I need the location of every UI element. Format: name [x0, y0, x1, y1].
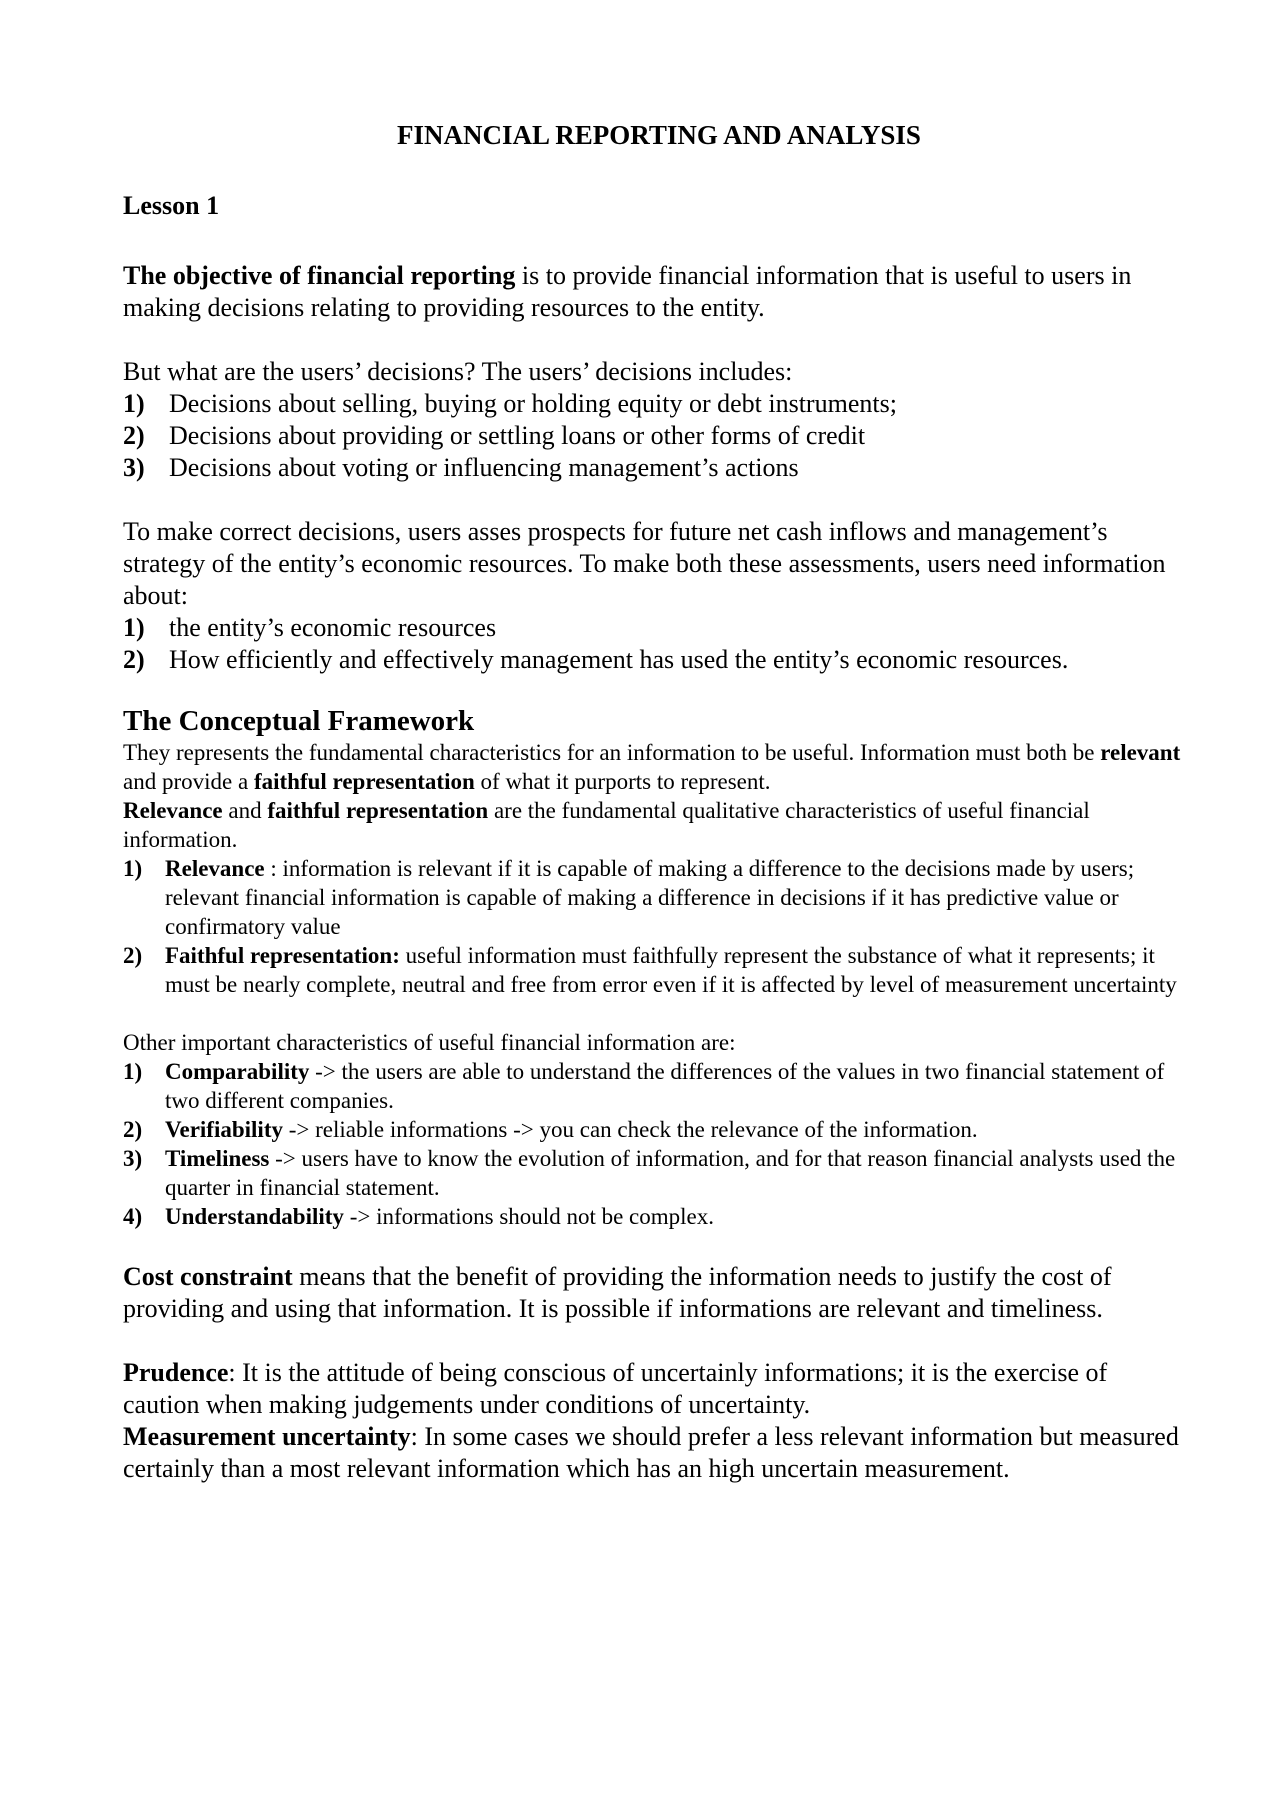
- framework-text: are the fundamental qualitative characteristics of useful financial information.: [123, 798, 1090, 852]
- prudence-paragraph: [123, 1357, 1183, 1421]
- list-number: 1): [123, 856, 143, 881]
- list-item: [123, 1057, 1183, 1115]
- list-text: Decisions about providing or settling loans or other forms of credit: [169, 421, 866, 450]
- lesson-heading: Lesson 1: [123, 191, 220, 220]
- list-number: 3): [123, 453, 145, 482]
- measurement-term: Measurement uncertainty: [123, 1422, 411, 1451]
- list-number: 1): [123, 1059, 143, 1084]
- list-item: [123, 854, 1183, 941]
- cost-constraint-paragraph: [123, 1261, 1183, 1325]
- user-decisions-list: [123, 388, 1183, 484]
- cost-text: means that the benefit of providing the information needs to justify the cost of providing and using that information. It is possible if informations are relevant and timeliness.: [123, 1262, 1112, 1323]
- objective-paragraph: [123, 260, 1183, 324]
- framework-list: [123, 854, 1183, 999]
- list-item: [123, 388, 1183, 420]
- document-page: [123, 120, 1183, 1485]
- list-item: [123, 420, 1183, 452]
- list-text: -> informations should not be complex.: [343, 1204, 714, 1229]
- list-term: Relevance: [165, 856, 265, 881]
- list-term: Understandability: [165, 1204, 344, 1229]
- assess-list: [123, 612, 1183, 676]
- objective-text: is to provide financial information that is useful to users in making decisions relating to providing resources to the entity.: [123, 261, 1132, 322]
- prudence-term: Prudence: [123, 1358, 229, 1387]
- list-number: 2): [123, 1117, 143, 1142]
- framework-heading: The Conceptual Framework: [123, 705, 475, 737]
- list-number: 3): [123, 1146, 143, 1171]
- list-text: : information is relevant if it is capable of making a difference to the decisions made by users; relevant financial information is capable of making a difference in decisions if it has predictive value or confirmatory value: [165, 856, 1135, 939]
- framework-paragraph-1: [123, 738, 1183, 796]
- other-intro: Other important characteristics of useful financial information are:: [123, 1030, 736, 1055]
- framework-term: faithful representation: [267, 798, 489, 823]
- framework-term: relevant: [1100, 740, 1181, 765]
- list-item: [123, 1115, 1183, 1144]
- framework-text: of what it purports to represent.: [474, 769, 771, 794]
- framework-text: They represents the fundamental characteristics for an information to be useful. Information must both be: [123, 740, 1101, 765]
- list-text: Decisions about voting or influencing management’s actions: [169, 453, 799, 482]
- framework-term: Relevance: [123, 798, 223, 823]
- list-text: the entity’s economic resources: [169, 613, 497, 642]
- list-item: [123, 941, 1183, 999]
- list-text: How efficiently and effectively management has used the entity’s economic resources.: [169, 645, 1069, 674]
- list-text: -> reliable informations -> you can check the relevance of the information.: [282, 1117, 978, 1142]
- list-term: Comparability: [165, 1059, 310, 1084]
- prudence-text: : It is the attitude of being conscious of uncertainly informations; it is the exercise of caution when making judgements under conditions of uncertainty.: [123, 1358, 1108, 1419]
- list-number: 2): [123, 421, 145, 450]
- list-item: [123, 452, 1183, 484]
- list-text: -> the users are able to understand the differences of the values in two financial statement of two different companies.: [165, 1059, 1165, 1113]
- document-title: FINANCIAL REPORTING AND ANALYSIS: [397, 120, 921, 150]
- list-term: Timeliness: [165, 1146, 270, 1171]
- list-term: Faithful representation:: [165, 943, 400, 968]
- framework-paragraph-2: [123, 796, 1183, 854]
- list-text: useful information must faithfully represent the substance of what it represents; it must be nearly complete, neutral and free from error even if it is affected by level of measurement uncertainty: [165, 943, 1177, 997]
- list-text: -> users have to know the evolution of information, and for that reason financial analysts used the quarter in financial statement.: [165, 1146, 1176, 1200]
- framework-text: and: [222, 798, 268, 823]
- measurement-paragraph: [123, 1421, 1183, 1485]
- other-characteristics-list: [123, 1057, 1183, 1231]
- objective-term: The objective of financial reporting: [123, 261, 516, 290]
- list-number: 1): [123, 613, 145, 642]
- list-number: 2): [123, 943, 143, 968]
- list-number: 1): [123, 389, 145, 418]
- cost-term: Cost constraint: [123, 1262, 293, 1291]
- list-number: 2): [123, 645, 145, 674]
- framework-text: and provide a: [123, 769, 254, 794]
- list-item: [123, 644, 1183, 676]
- list-text: Decisions about selling, buying or holding equity or debt instruments;: [169, 389, 897, 418]
- framework-term: faithful representation: [253, 769, 475, 794]
- list-term: Verifiability: [165, 1117, 283, 1142]
- list-number: 4): [123, 1204, 143, 1229]
- users-intro: But what are the users’ decisions? The users’ decisions includes:: [123, 357, 793, 386]
- list-item: [123, 612, 1183, 644]
- assess-intro: To make correct decisions, users asses prospects for future net cash inflows and management’s strategy of the entity’s economic resources. To make both these assessments, users need information about:: [123, 517, 1166, 610]
- list-item: [123, 1202, 1183, 1231]
- list-item: [123, 1144, 1183, 1202]
- measurement-text: : In some cases we should prefer a less relevant information but measured certainly than a most relevant information which has an high uncertain measurement.: [123, 1422, 1179, 1483]
